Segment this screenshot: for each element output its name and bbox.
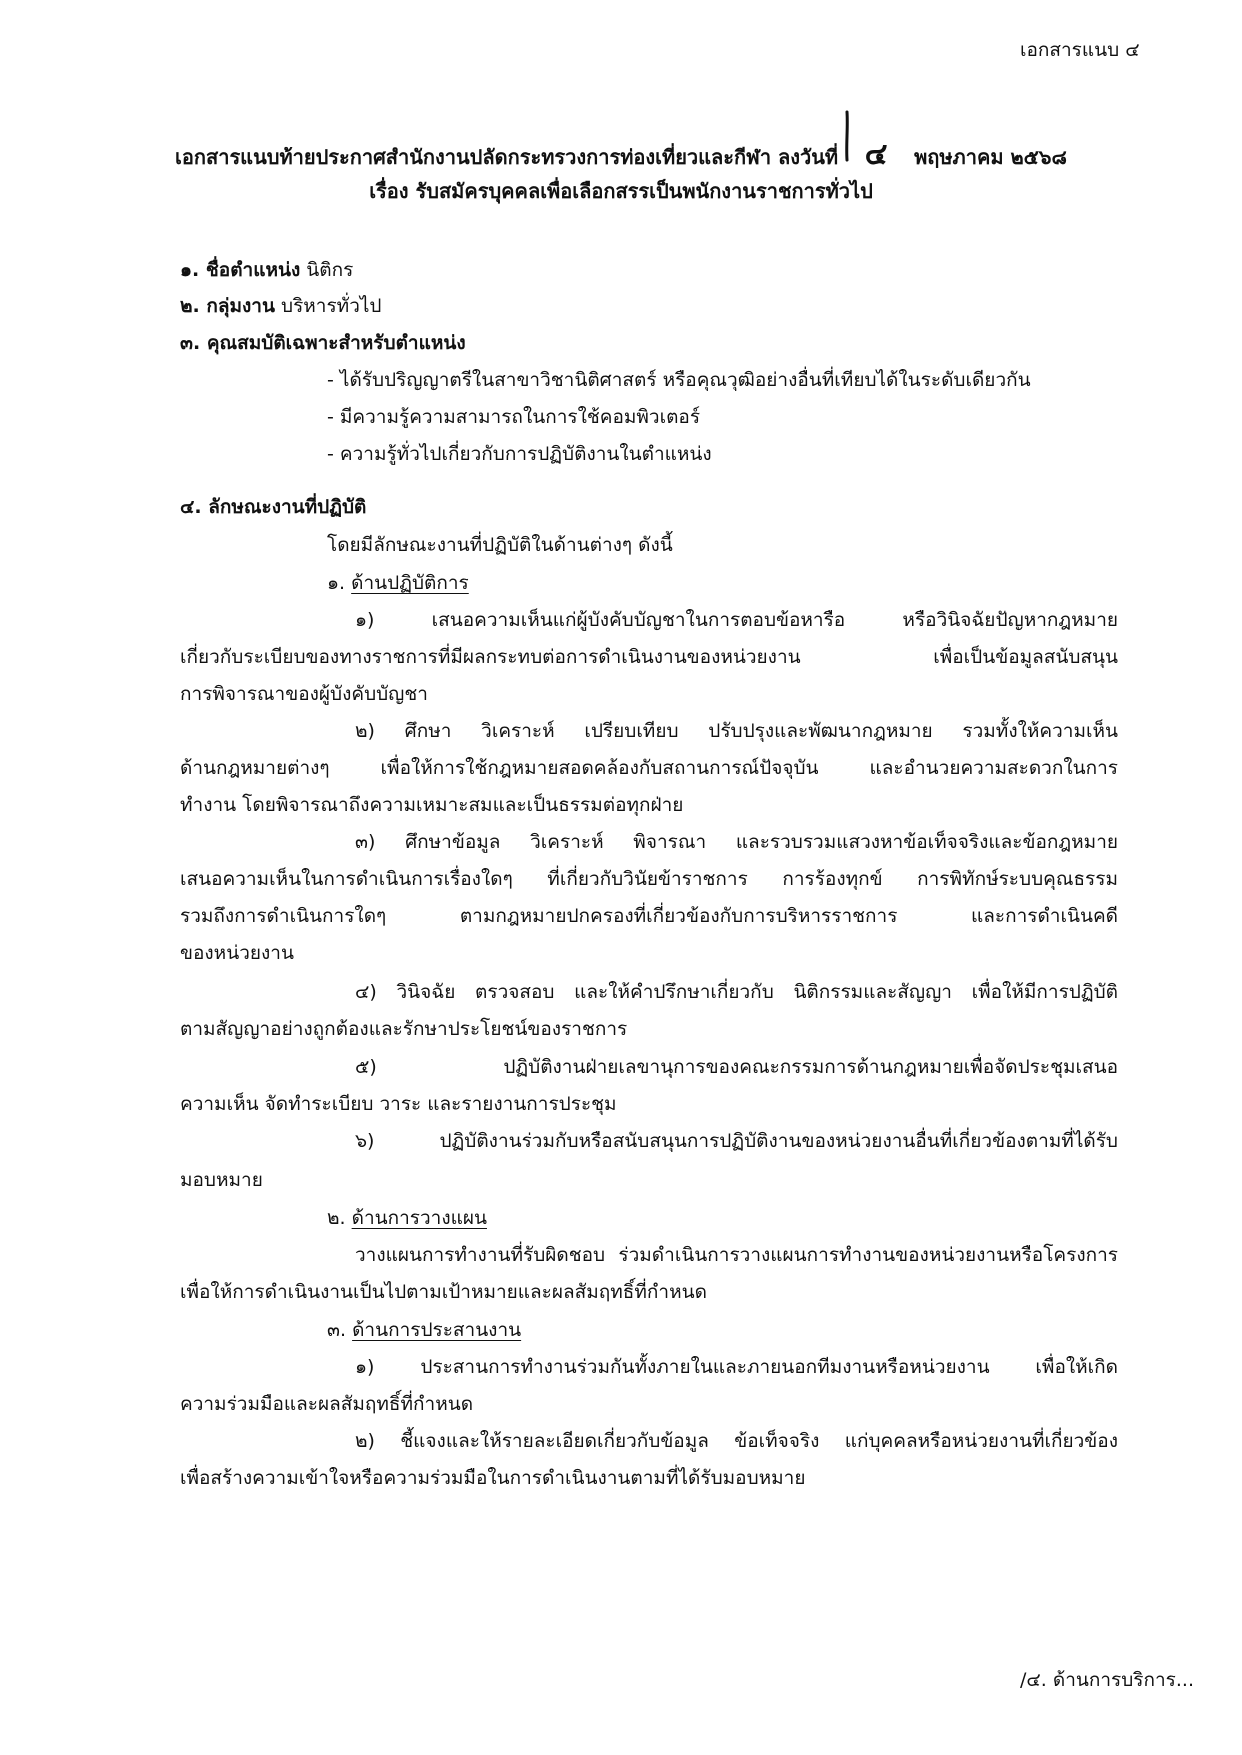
paragraph-line: ๓) ศึกษาข้อมูล วิเคราะห์ พิจารณา และรวบรวมแสวงหาข้อเท็จจริงและข้อกฎหมาย bbox=[355, 831, 1118, 853]
paragraph-line: ตามสัญญาอย่างถูกต้องและรักษาประโยชน์ของราชการ bbox=[180, 1018, 628, 1040]
qualification-item: - ความรู้ทั่วไปเกี่ยวกับการปฏิบัติงานในตำแหน่ง bbox=[327, 443, 712, 465]
subsection-operations-heading bbox=[327, 569, 469, 597]
paragraph-line: วางแผนการทำงานที่รับผิดชอบ ร่วมดำเนินการวางแผนการทำงานของหน่วยงานหรือโครงการ bbox=[355, 1244, 1118, 1266]
paragraph-line: เกี่ยวกับระเบียบของทางราชการที่มีผลกระทบต่อการดำเนินงานของหน่วยงาน เพื่อเป็นข้อมูลสนับสนุน bbox=[180, 646, 1118, 668]
paragraph-line: ๑) เสนอความเห็นแก่ผู้บังคับบัญชาในการตอบข้อหารือ หรือวินิจฉัยปัญหากฎหมาย bbox=[355, 609, 1118, 631]
section-1-heading: ๑. ชื่อตำแหน่ง bbox=[180, 259, 301, 281]
title-date-month-year: พฤษภาคม ๒๕๖๘ bbox=[914, 145, 1067, 169]
section-4-intro: โดยมีลักษณะงานที่ปฏิบัติในด้านต่างๆ ดังนี้ bbox=[327, 534, 673, 556]
paragraph-line: ๒) ชี้แจงและให้รายละเอียดเกี่ยวกับข้อมูล ข้อเท็จจริง แก่บุคคลหรือหน่วยงานที่เกี่ยวข้อง bbox=[355, 1430, 1118, 1452]
subsection-number: ๑. bbox=[327, 572, 346, 594]
subsection-number: ๒. bbox=[327, 1207, 346, 1229]
section-2-heading: ๒. กลุ่มงาน bbox=[180, 295, 275, 317]
subsection-planning-heading bbox=[327, 1204, 487, 1232]
section-3-heading: ๓. คุณสมบัติเฉพาะสำหรับตำแหน่ง bbox=[180, 332, 466, 354]
paragraph-line: ๕) ปฏิบัติงานฝ่ายเลขานุการของคณะกรรมการด้านกฎหมายเพื่อจัดประชุมเสนอ bbox=[355, 1056, 1118, 1078]
paragraph-line: ด้านกฎหมายต่างๆ เพื่อให้การใช้กฎหมายสอดคล้องกับสถานการณ์ปัจจุบัน และอำนวยความสะดวกในการ bbox=[180, 757, 1118, 779]
subsection-coordination-heading bbox=[327, 1316, 521, 1344]
paragraph-line: ความเห็น จัดทำระเบียบ วาระ และรายงานการประชุม bbox=[180, 1093, 617, 1115]
paragraph-line: มอบหมาย bbox=[180, 1169, 263, 1191]
subsection-title: ด้านการวางแผน bbox=[351, 1207, 487, 1229]
paragraph-line: ๑) ประสานการทำงานร่วมกันทั้งภายในและภายนอกทีมงานหรือหน่วยงาน เพื่อให้เกิด bbox=[355, 1356, 1118, 1378]
paragraph-line: ของหน่วยงาน bbox=[180, 942, 294, 964]
paragraph-line: ความร่วมมือและผลสัมฤทธิ์ที่กำหนด bbox=[180, 1393, 474, 1415]
work-group-name: บริหารทั่วไป bbox=[281, 295, 382, 317]
paragraph-line: ๖) ปฏิบัติงานร่วมกับหรือสนับสนุนการปฏิบัติงานของหน่วยงานอื่นที่เกี่ยวข้องตามที่ได้รับ bbox=[355, 1130, 1118, 1152]
paragraph-line: เพื่อสร้างความเข้าใจหรือความร่วมมือในการดำเนินงานตามที่ได้รับมอบหมาย bbox=[180, 1467, 806, 1489]
paragraph-line: การพิจารณาของผู้บังคับบัญชา bbox=[180, 683, 428, 705]
paragraph-line: เพื่อให้การดำเนินงานเป็นไปตามเป้าหมายและผลสัมฤทธิ์ที่กำหนด bbox=[180, 1281, 707, 1303]
paragraph-line: เสนอความเห็นในการดำเนินการเรื่องใดๆ ที่เกี่ยวกับวินัยข้าราชการ การร้องทุกข์ การพิทักษ์ระบบคุณธรรม bbox=[180, 868, 1118, 890]
section-1 bbox=[180, 256, 353, 284]
section-2 bbox=[180, 292, 382, 320]
paragraph-line: ๔) วินิจฉัย ตรวจสอบ และให้คำปรึกษาเกี่ยวกับ นิติกรรมและสัญญา เพื่อให้มีการปฏิบัติ bbox=[355, 981, 1118, 1003]
document-title-line1 bbox=[0, 137, 1242, 172]
subsection-number: ๓. bbox=[327, 1319, 347, 1341]
qualification-item: - ได้รับปริญญาตรีในสาขาวิชานิติศาสตร์ หรือคุณวุฒิอย่างอื่นที่เทียบได้ในระดับเดียวกัน bbox=[327, 369, 1031, 391]
title-text-before-date: เอกสารแนบท้ายประกาศสำนักงานปลัดกระทรวงการท่องเที่ยวและกีฬา ลงวันที่ bbox=[175, 145, 839, 169]
position-name: นิติกร bbox=[306, 259, 354, 281]
attachment-label: เอกสารแนบ ๔ bbox=[1020, 39, 1140, 61]
paragraph-line: รวมถึงการดำเนินการใดๆ ตามกฎหมายปกครองที่เกี่ยวข้องกับการบริหารราชการ และการดำเนินคดี bbox=[180, 905, 1118, 927]
document-title-line2: เรื่อง รับสมัครบุคคลเพื่อเลือกสรรเป็นพนักงานราชการทั่วไป bbox=[369, 179, 873, 203]
subsection-title: ด้านการประสานงาน bbox=[352, 1319, 522, 1341]
paragraph-line: ๒) ศึกษา วิเคราะห์ เปรียบเทียบ ปรับปรุงและพัฒนากฎหมาย รวมทั้งให้ความเห็น bbox=[355, 720, 1118, 742]
qualification-item: - มีความรู้ความสามารถในการใช้คอมพิวเตอร์ bbox=[327, 406, 701, 428]
paragraph-line: ทำงาน โดยพิจารณาถึงความเหมาะสมและเป็นธรรมต่อทุกฝ่าย bbox=[180, 794, 684, 816]
handwritten-date-day: ๔ bbox=[864, 137, 888, 172]
section-4-heading: ๔. ลักษณะงานที่ปฏิบัติ bbox=[180, 496, 367, 518]
continuation-note: /๔. ด้านการบริการ... bbox=[1020, 1669, 1194, 1691]
subsection-title: ด้านปฏิบัติการ bbox=[351, 572, 469, 594]
